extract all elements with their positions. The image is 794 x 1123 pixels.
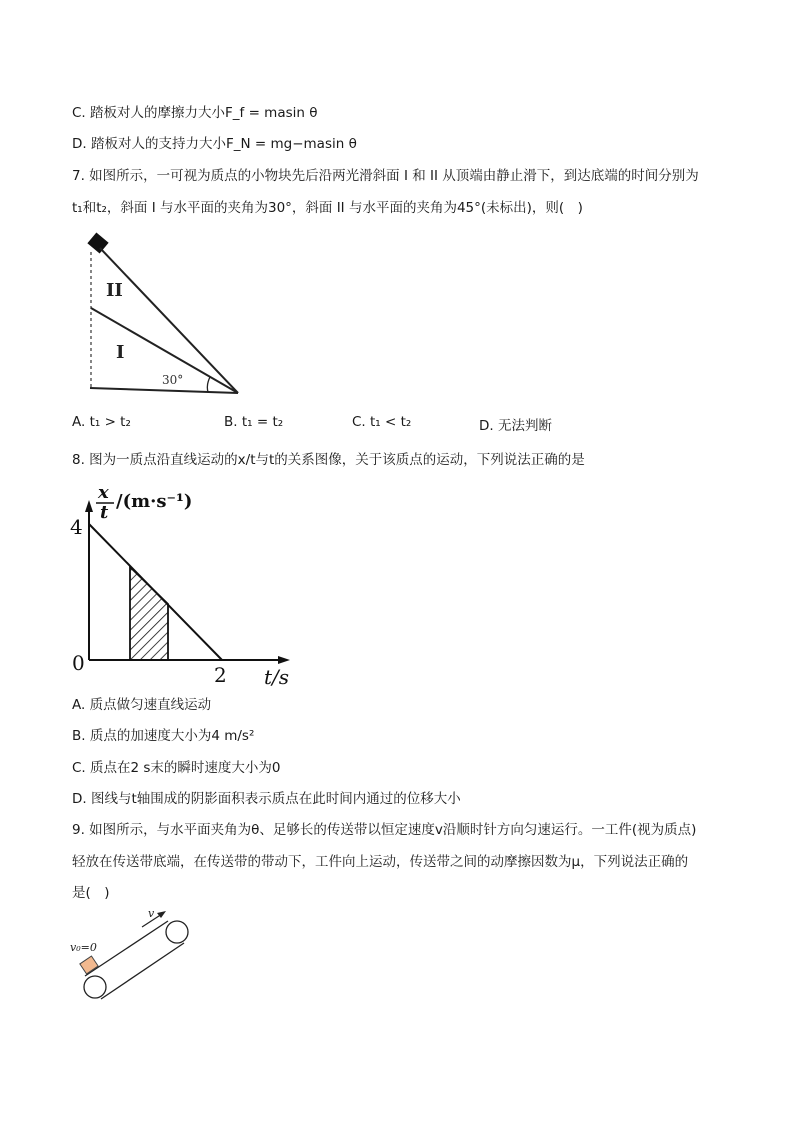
q8-x-arrow bbox=[278, 656, 290, 664]
q8-option-b[interactable]: B. 质点的加速度大小为4 m/s² bbox=[72, 728, 255, 744]
q9-v0-label: v₀=0 bbox=[70, 941, 97, 954]
q9-top-pulley bbox=[166, 921, 188, 943]
q7-label-ii: II bbox=[106, 280, 123, 301]
q8-stem: 8. 图为一质点沿直线运动的x/t与t的关系图像，关于该质点的运动，下列说法正确的是 bbox=[72, 452, 585, 468]
q9-stem-line3: 是( ) bbox=[72, 885, 110, 901]
q6-option-c: C. 踏板对人的摩擦力大小F_f = masin θ bbox=[72, 105, 318, 121]
q9-v-label: v bbox=[148, 907, 155, 920]
q9-belt-top bbox=[85, 921, 168, 976]
q7-option-a[interactable]: A. t₁ > t₂ bbox=[72, 414, 131, 430]
q8-y-tick-4: 4 bbox=[70, 515, 83, 539]
q8-y-label-num: x bbox=[98, 482, 109, 503]
q7-ground-line bbox=[90, 388, 238, 393]
q7-stem-line1: 7. 如图所示，一可视为质点的小物块先后沿两光滑斜面 I 和 II 从顶端由静止滑下，到达底端的时间分别为 bbox=[72, 168, 699, 184]
q8-x-label: t/s bbox=[264, 665, 290, 689]
q7-slope-ii bbox=[100, 248, 238, 393]
q7-label-i: I bbox=[116, 342, 125, 363]
q8-y-arrow bbox=[85, 500, 93, 512]
q7-stem-line2: t₁和t₂，斜面 I 与水平面的夹角为30°，斜面 II 与水平面的夹角为45°(未标出)，则( ) bbox=[72, 200, 583, 216]
q7-option-b[interactable]: B. t₁ = t₂ bbox=[224, 414, 284, 430]
q7-option-c[interactable]: C. t₁ < t₂ bbox=[352, 414, 412, 430]
q9-belt-bottom bbox=[101, 943, 184, 999]
q8-option-c[interactable]: C. 质点在2 s末的瞬时速度大小为0 bbox=[72, 760, 281, 776]
q7-options bbox=[72, 414, 732, 432]
q8-option-a[interactable]: A. 质点做匀速直线运动 bbox=[72, 697, 212, 713]
q9-bottom-pulley bbox=[84, 976, 106, 998]
q9-stem-line2: 轻放在传送带底端，在传送带的带动下，工件向上运动，传送带之间的动摩擦因数为μ，下列说法正确的 bbox=[72, 854, 689, 870]
q7-angle-arc bbox=[207, 377, 210, 392]
q8-y-label-den: t bbox=[100, 502, 109, 523]
q7-block bbox=[87, 232, 108, 253]
q6-option-d: D. 踏板对人的支持力大小F_N = mg−masin θ bbox=[72, 136, 357, 152]
q8-y-unit: /(m·s⁻¹) bbox=[116, 491, 193, 512]
q8-x-tick-2: 2 bbox=[214, 663, 227, 687]
q9-workpiece bbox=[80, 956, 98, 974]
q9-conveyor-figure bbox=[68, 905, 208, 1010]
q7-angle-label: 30° bbox=[162, 373, 184, 387]
q7-option-d[interactable]: D. 无法判断 bbox=[479, 418, 552, 434]
q8-option-d[interactable]: D. 图线与t轴围成的阴影面积表示质点在此时间内通过的位移大小 bbox=[72, 791, 461, 807]
q8-origin-label: 0 bbox=[72, 651, 85, 675]
q9-stem-line1: 9. 如图所示，与水平面夹角为θ、足够长的传送带以恒定速度v沿顺时针方向匀速运行。一工件(视为质点) bbox=[72, 822, 697, 838]
q8-shaded-area bbox=[130, 567, 168, 660]
q7-incline-figure bbox=[80, 230, 250, 400]
q8-graph bbox=[64, 478, 304, 690]
